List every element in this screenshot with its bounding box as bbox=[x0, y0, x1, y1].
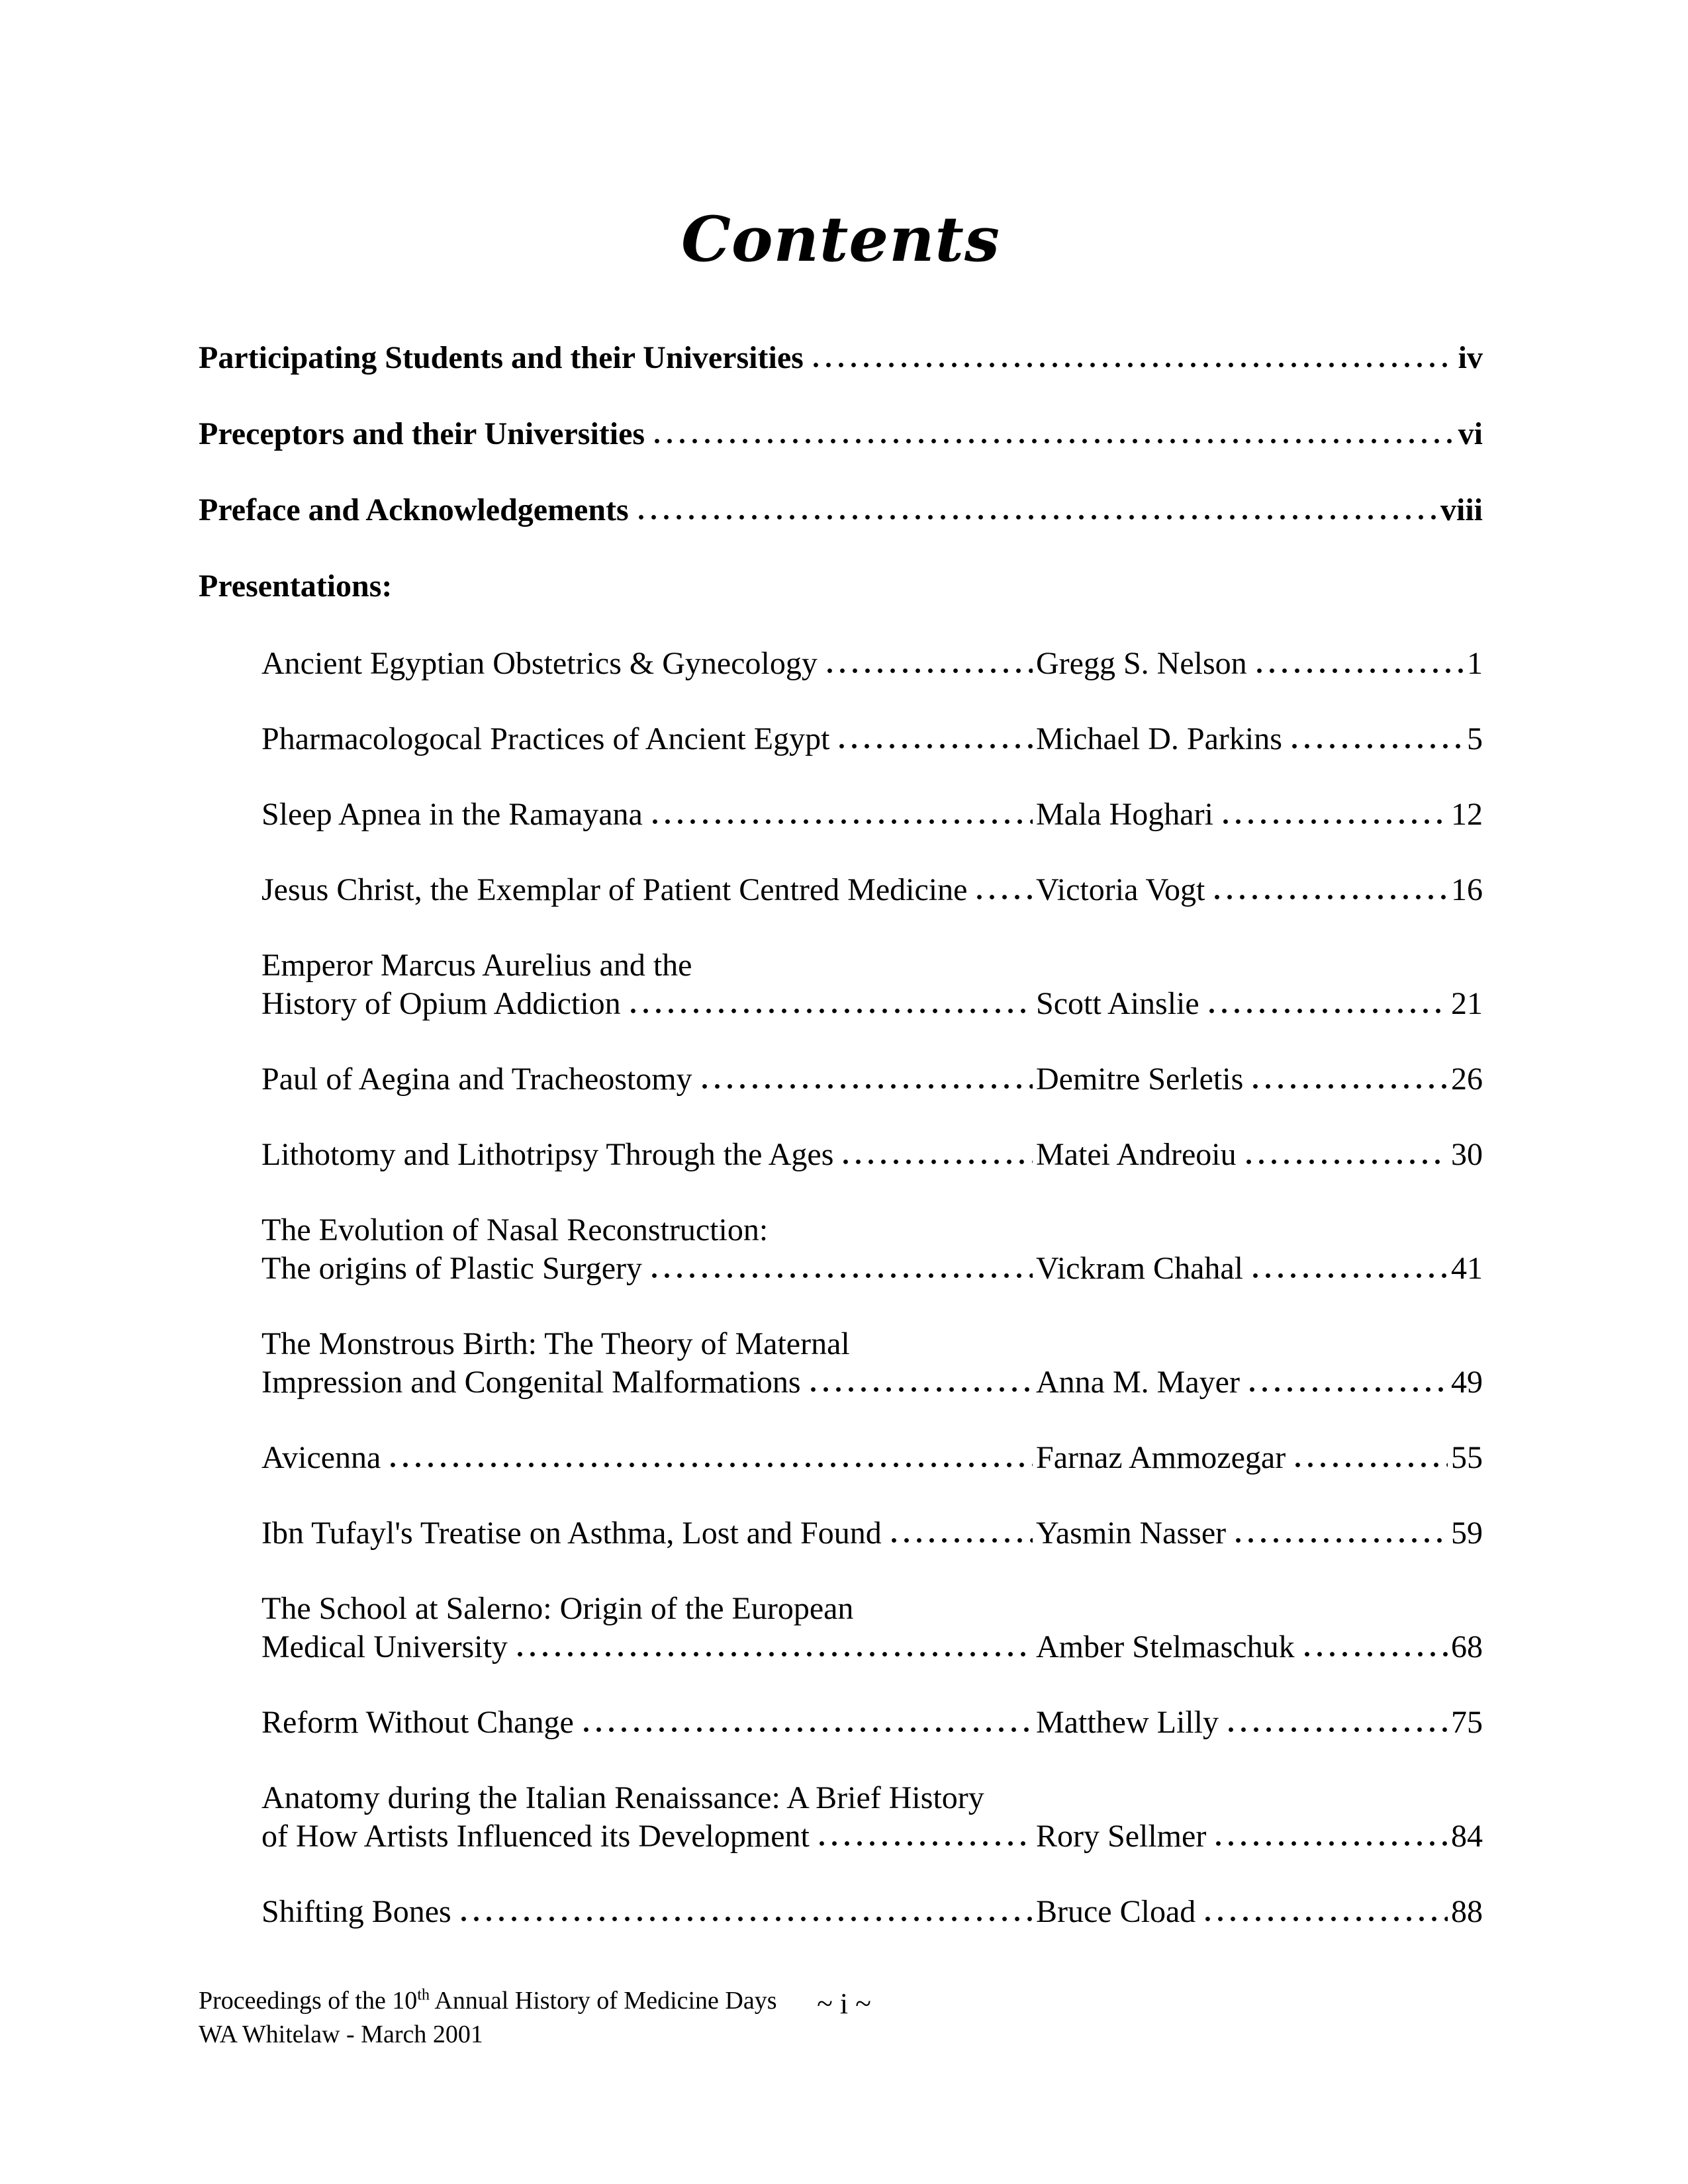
toc-entry-row bbox=[261, 1060, 1483, 1099]
dot-leader bbox=[1246, 1387, 1448, 1392]
dot-leader bbox=[807, 1387, 1033, 1392]
toc-entry-head bbox=[261, 1704, 1036, 1742]
toc-entry-title: Participating Students and their Universities bbox=[199, 340, 804, 376]
presentations-list bbox=[199, 645, 1483, 1931]
toc-entry-page: 75 bbox=[1451, 1705, 1483, 1741]
toc-entry-head bbox=[261, 1439, 1036, 1477]
toc-front-row bbox=[199, 491, 1483, 529]
toc-entry-title-line: The Evolution of Nasal Reconstruction: bbox=[261, 1212, 769, 1248]
toc-entry-author: Vickram Chahal bbox=[1036, 1251, 1244, 1287]
dot-leader bbox=[1253, 668, 1464, 674]
toc-presentation-entry bbox=[261, 796, 1483, 834]
toc-entry-author: Rory Sellmer bbox=[1036, 1819, 1207, 1854]
toc-presentation-entry bbox=[261, 871, 1483, 909]
toc-entry-row bbox=[261, 1817, 1483, 1856]
toc-entry-title: Preceptors and their Universities bbox=[199, 416, 645, 452]
dot-leader bbox=[580, 1727, 1033, 1733]
toc-entry-title: Preface and Acknowledgements bbox=[199, 492, 629, 528]
toc-entry-author: Farnaz Ammozegar bbox=[1036, 1440, 1286, 1476]
dot-leader bbox=[514, 1651, 1033, 1657]
dot-leader bbox=[1211, 894, 1448, 900]
toc-entry-page: vi bbox=[1458, 416, 1483, 452]
dot-leader bbox=[635, 514, 1437, 520]
toc-entry-row bbox=[261, 1136, 1483, 1174]
toc-entry-author: Matthew Lilly bbox=[1036, 1705, 1219, 1741]
toc-entry-page: 5 bbox=[1467, 721, 1483, 757]
toc-presentation-entry bbox=[261, 1779, 1483, 1856]
toc-presentation-entry bbox=[261, 1590, 1483, 1666]
toc-entry-head bbox=[261, 1893, 1036, 1931]
toc-entry-page: 12 bbox=[1451, 797, 1483, 833]
toc-entry-row bbox=[261, 1439, 1483, 1477]
toc-entry-author: Amber Stelmaschuk bbox=[1036, 1629, 1295, 1665]
toc-entry-author: Mala Hoghari bbox=[1036, 797, 1213, 833]
dot-leader bbox=[1219, 819, 1448, 825]
dot-leader bbox=[888, 1537, 1033, 1543]
toc-presentation-entry bbox=[261, 1060, 1483, 1099]
dot-leader bbox=[810, 362, 1455, 368]
toc-entry-page: 21 bbox=[1451, 986, 1483, 1022]
dot-leader bbox=[816, 1841, 1033, 1846]
dot-leader bbox=[835, 743, 1033, 749]
toc-entry-title: Reform Without Change bbox=[261, 1705, 574, 1741]
toc-entry-author: Demitre Serletis bbox=[1036, 1062, 1244, 1097]
dot-leader bbox=[1291, 1462, 1448, 1468]
toc-entry-title: Medical University bbox=[261, 1629, 508, 1665]
toc-entry-title-line: Emperor Marcus Aurelius and the bbox=[261, 948, 692, 983]
dot-leader bbox=[698, 1083, 1033, 1089]
dot-leader bbox=[457, 1916, 1033, 1922]
page-number-marker: ~ i ~ bbox=[817, 1987, 871, 2020]
footer-author-line: WA Whitelaw - March 2001 bbox=[199, 2021, 483, 2048]
toc-content bbox=[199, 0, 1483, 1968]
dot-leader bbox=[1288, 743, 1464, 749]
toc-entry-author: Yasmin Nasser bbox=[1036, 1516, 1227, 1551]
toc-entry-title: Avicenna bbox=[261, 1440, 381, 1476]
toc-entry-page: viii bbox=[1440, 492, 1483, 528]
toc-entry-page: 41 bbox=[1451, 1251, 1483, 1287]
dot-leader bbox=[387, 1462, 1033, 1468]
toc-entry-title: Jesus Christ, the Exemplar of Patient Centred Medicine bbox=[261, 872, 968, 908]
dot-leader bbox=[1249, 1273, 1448, 1279]
toc-front-row bbox=[199, 339, 1483, 377]
toc-entry-head bbox=[261, 1628, 1036, 1666]
toc-presentation-entry bbox=[261, 720, 1483, 758]
toc-entry-head bbox=[261, 796, 1036, 834]
dot-leader bbox=[1212, 1841, 1448, 1846]
toc-entry-title: Lithotomy and Lithotripsy Through the Ages bbox=[261, 1137, 834, 1173]
toc-entry-page: 49 bbox=[1451, 1365, 1483, 1400]
toc-presentation-entry bbox=[261, 946, 1483, 1023]
toc-entry-head bbox=[261, 645, 1036, 683]
toc-entry-title: Impression and Congenital Malformations bbox=[261, 1365, 801, 1400]
toc-entry-title: Pharmacologocal Practices of Ancient Egypt bbox=[261, 721, 830, 757]
toc-entry-head bbox=[261, 1250, 1036, 1288]
dot-leader bbox=[1205, 1008, 1448, 1014]
toc-entry-row bbox=[261, 1514, 1483, 1553]
toc-entry-page: 30 bbox=[1451, 1137, 1483, 1173]
dot-leader bbox=[648, 1273, 1033, 1279]
dot-leader bbox=[839, 1159, 1033, 1165]
toc-entry-title: Shifting Bones bbox=[261, 1894, 451, 1930]
toc-entry-title-line: The Monstrous Birth: The Theory of Maternal bbox=[261, 1326, 850, 1362]
toc-presentation-entry bbox=[261, 1325, 1483, 1402]
toc-presentation-entry bbox=[261, 1893, 1483, 1931]
dot-leader bbox=[1232, 1537, 1448, 1543]
toc-entry-head bbox=[261, 1136, 1036, 1174]
toc-entry-head bbox=[261, 720, 1036, 758]
toc-entry-head bbox=[261, 985, 1036, 1023]
toc-presentation-entry bbox=[261, 1514, 1483, 1553]
toc-entry-title: The origins of Plastic Surgery bbox=[261, 1251, 643, 1287]
toc-entry-row bbox=[261, 1704, 1483, 1742]
presentations-heading: Presentations: bbox=[199, 569, 393, 604]
toc-entry-head bbox=[261, 1817, 1036, 1856]
toc-entry-page: 16 bbox=[1451, 872, 1483, 908]
toc-entry-author: Michael D. Parkins bbox=[1036, 721, 1282, 757]
toc-entry-row bbox=[261, 1893, 1483, 1931]
toc-entry-author: Bruce Cload bbox=[1036, 1894, 1196, 1930]
toc-presentation-entry bbox=[261, 1136, 1483, 1174]
toc-entry-page: 26 bbox=[1451, 1062, 1483, 1097]
toc-entry-author: Gregg S. Nelson bbox=[1036, 646, 1247, 682]
toc-presentation-entry bbox=[261, 1439, 1483, 1477]
toc-entry-author: Scott Ainslie bbox=[1036, 986, 1199, 1022]
toc-entry-title: Ancient Egyptian Obstetrics & Gynecology bbox=[261, 646, 818, 682]
page-title: Contents bbox=[681, 203, 1000, 276]
dot-leader bbox=[1301, 1651, 1448, 1657]
toc-entry-title: History of Opium Addiction bbox=[261, 986, 621, 1022]
toc-entry-title: Paul of Aegina and Tracheostomy bbox=[261, 1062, 692, 1097]
toc-entry-author: Victoria Vogt bbox=[1036, 872, 1205, 908]
dot-leader bbox=[1201, 1916, 1448, 1922]
dot-leader bbox=[651, 438, 1455, 444]
footer-ordinal-superscript: th bbox=[417, 1986, 430, 2004]
toc-entry-row bbox=[261, 796, 1483, 834]
toc-entry-row bbox=[261, 871, 1483, 909]
front-matter-list bbox=[199, 339, 1483, 529]
toc-entry-title-line: The School at Salerno: Origin of the European bbox=[261, 1591, 854, 1627]
toc-entry-row bbox=[261, 1628, 1483, 1666]
toc-entry-page: 59 bbox=[1451, 1516, 1483, 1551]
toc-entry-title-line: Anatomy during the Italian Renaissance: A Brief History bbox=[261, 1780, 984, 1816]
toc-entry-page: 1 bbox=[1467, 646, 1483, 682]
toc-entry-row bbox=[261, 1363, 1483, 1402]
toc-entry-title: Ibn Tufayl's Treatise on Asthma, Lost and Found bbox=[261, 1516, 882, 1551]
toc-presentation-entry bbox=[261, 1211, 1483, 1288]
toc-entry-page: 88 bbox=[1451, 1894, 1483, 1930]
toc-entry-head bbox=[261, 1363, 1036, 1402]
toc-entry-head bbox=[261, 871, 1036, 909]
toc-entry-page: iv bbox=[1458, 340, 1483, 376]
dot-leader bbox=[823, 668, 1033, 674]
toc-entry-row bbox=[261, 1250, 1483, 1288]
toc-entry-page: 84 bbox=[1451, 1819, 1483, 1854]
dot-leader bbox=[973, 894, 1033, 900]
footer-proceedings-prefix: Proceedings of the 10 bbox=[199, 1987, 418, 2015]
toc-entry-title: Sleep Apnea in the Ramayana bbox=[261, 797, 643, 833]
toc-front-row bbox=[199, 415, 1483, 453]
toc-entry-author: Matei Andreoiu bbox=[1036, 1137, 1237, 1173]
dot-leader bbox=[1225, 1727, 1448, 1733]
toc-entry-head bbox=[261, 1514, 1036, 1553]
footer-proceedings-suffix: Annual History of Medicine Days bbox=[429, 1987, 777, 2015]
toc-entry-title: of How Artists Influenced its Development bbox=[261, 1819, 810, 1854]
toc-entry-row bbox=[261, 985, 1483, 1023]
dot-leader bbox=[1243, 1159, 1448, 1165]
toc-entry-author: Anna M. Mayer bbox=[1036, 1365, 1240, 1400]
dot-leader bbox=[627, 1008, 1033, 1014]
toc-presentation-entry bbox=[261, 645, 1483, 683]
dot-leader bbox=[1249, 1083, 1448, 1089]
toc-entry-page: 55 bbox=[1451, 1440, 1483, 1476]
toc-entry-row bbox=[261, 645, 1483, 683]
toc-presentation-entry bbox=[261, 1704, 1483, 1742]
toc-entry-head bbox=[261, 1060, 1036, 1099]
toc-entry-page: 68 bbox=[1451, 1629, 1483, 1665]
dot-leader bbox=[649, 819, 1033, 825]
toc-entry-row bbox=[261, 720, 1483, 758]
